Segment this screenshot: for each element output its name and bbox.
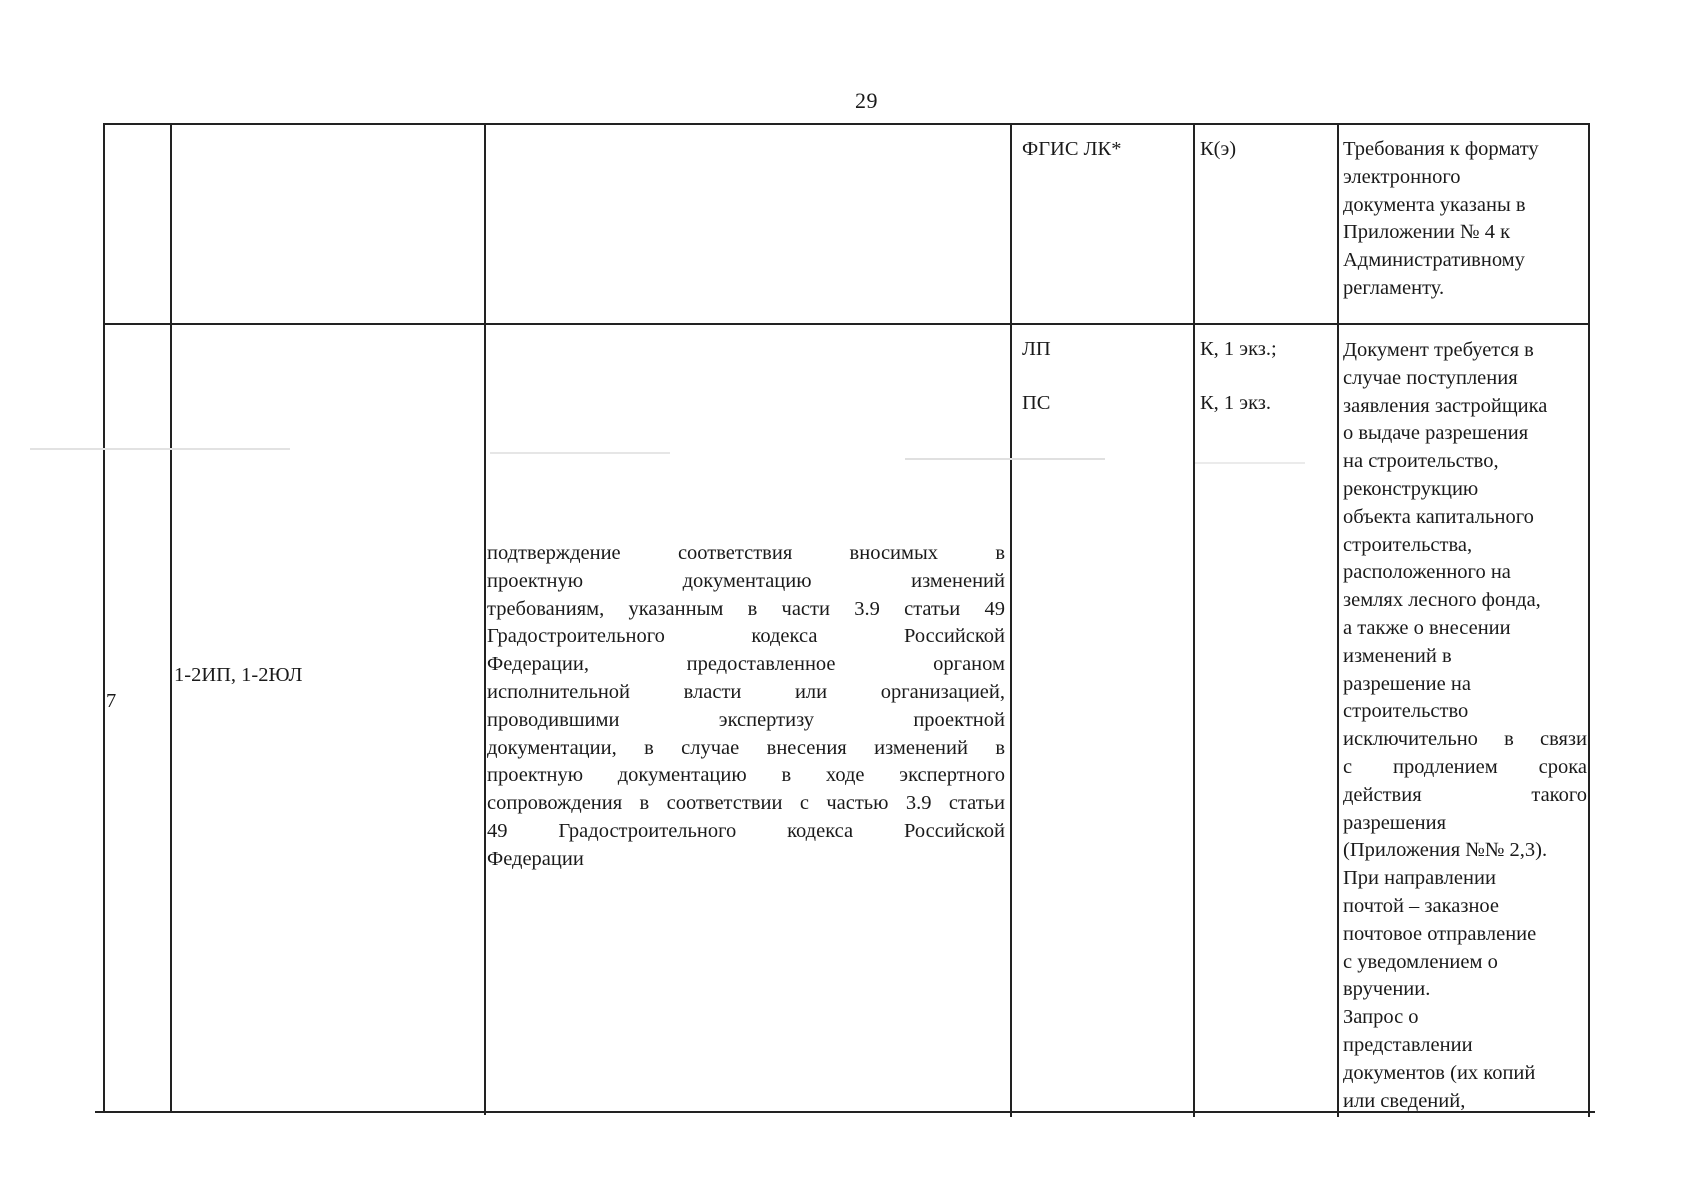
scan-noise — [30, 448, 290, 450]
requirements-line: документов (их копий — [1343, 1061, 1536, 1084]
requirements-line: действия такого — [1343, 783, 1587, 806]
requirements-line: с продлением срока — [1343, 755, 1587, 778]
scan-noise — [1195, 462, 1305, 464]
requirements-line: строительство — [1343, 700, 1469, 723]
requirements-line: разрешение на — [1343, 672, 1471, 695]
table-border-left — [103, 123, 105, 1113]
requirements-line: объекта капитального — [1343, 505, 1534, 528]
requirements-line: с уведомлением о — [1343, 950, 1498, 973]
method-cell-1: ЛП — [1022, 338, 1051, 360]
document-line: проводившими экспертизу проектной — [487, 708, 1005, 731]
requirements-line: электронного — [1343, 165, 1461, 188]
form-cell-1: К, 1 экз.; — [1200, 338, 1277, 360]
requirements-line: Административному — [1343, 249, 1525, 272]
requirements-line: заявления застройщика — [1343, 394, 1548, 417]
form-cell-continued: К(э) — [1200, 138, 1237, 160]
requirements-line: на строительство, — [1343, 450, 1499, 473]
document-line: исполнительной власти или организацией, — [487, 680, 1005, 703]
requirements-line: регламенту. — [1343, 276, 1445, 299]
column-divider-5 — [1337, 123, 1339, 1117]
requirements-line: а также о внесении — [1343, 616, 1511, 639]
requirements-line: о выдаче разрешения — [1343, 422, 1529, 445]
requirements-line: реконструкцию — [1343, 477, 1479, 500]
applicant-category-cell: 1-2ИП, 1-2ЮЛ — [174, 664, 303, 686]
table-border-top — [104, 123, 1588, 125]
requirements-line: документа указаны в — [1343, 193, 1526, 216]
table-border-right — [1588, 123, 1590, 1117]
column-divider-1 — [170, 123, 172, 1113]
page-number: 29 — [855, 88, 878, 113]
document-line: проектную документацию изменений — [487, 569, 1005, 592]
requirements-line: представлении — [1343, 1033, 1473, 1056]
document-description-cell — [487, 540, 1005, 874]
requirements-line: вручении. — [1343, 978, 1431, 1001]
requirements-line: (Приложения №№ 2,3). — [1343, 839, 1548, 862]
requirements-line: изменений в — [1343, 644, 1452, 667]
scan-noise — [490, 452, 670, 454]
requirements-line: расположенного на — [1343, 561, 1511, 584]
column-divider-2 — [484, 123, 486, 1115]
requirements-line: почтовое отправление — [1343, 922, 1537, 945]
row-number: 7 — [106, 690, 117, 712]
requirements-line: Запрос о — [1343, 1006, 1419, 1029]
method-cell-2: ПС — [1022, 392, 1051, 414]
requirements-line: исключительно в связи — [1343, 728, 1587, 751]
document-line: документации, в случае внесения изменений в — [487, 736, 1005, 759]
row-separator — [104, 323, 1588, 325]
document-line: Федерации, предоставленное органом — [487, 653, 1005, 676]
column-divider-3 — [1010, 123, 1012, 1117]
document-line: Градостроительного кодекса Российской — [487, 625, 1005, 648]
requirements-line: почтой – заказное — [1343, 894, 1500, 917]
requirements-cell-continued — [1343, 136, 1583, 303]
scan-noise — [905, 458, 1105, 460]
document-line: 49 Градостроительного кодекса Российской — [487, 819, 1005, 842]
document-line: проектную документацию в ходе экспертного — [487, 764, 1005, 787]
column-divider-4 — [1193, 123, 1195, 1117]
requirements-line: землях лесного фонда, — [1343, 589, 1541, 612]
requirements-line: При направлении — [1343, 867, 1496, 890]
requirements-line: Требования к формату — [1343, 138, 1539, 160]
requirements-cell — [1343, 337, 1587, 1115]
requirements-line: Документ требуется в — [1343, 339, 1534, 361]
requirements-line: разрешения — [1343, 811, 1447, 834]
document-line: Федерации — [487, 847, 584, 870]
document-line: требованиям, указанным в части 3.9 статьи 49 — [487, 597, 1005, 620]
requirements-line: строительства, — [1343, 533, 1473, 556]
requirements-line: или сведений, — [1343, 1089, 1466, 1112]
requirements-line: случае поступления — [1343, 366, 1518, 389]
document-line: сопровождения в соответствии с частью 3.9 статьи — [487, 792, 1005, 815]
method-cell-continued: ФГИС ЛК* — [1022, 138, 1122, 160]
document-line: подтверждение соответствия вносимых в — [487, 542, 1005, 564]
form-cell-2: К, 1 экз. — [1200, 392, 1272, 414]
requirements-line: Приложении № 4 к — [1343, 221, 1511, 244]
